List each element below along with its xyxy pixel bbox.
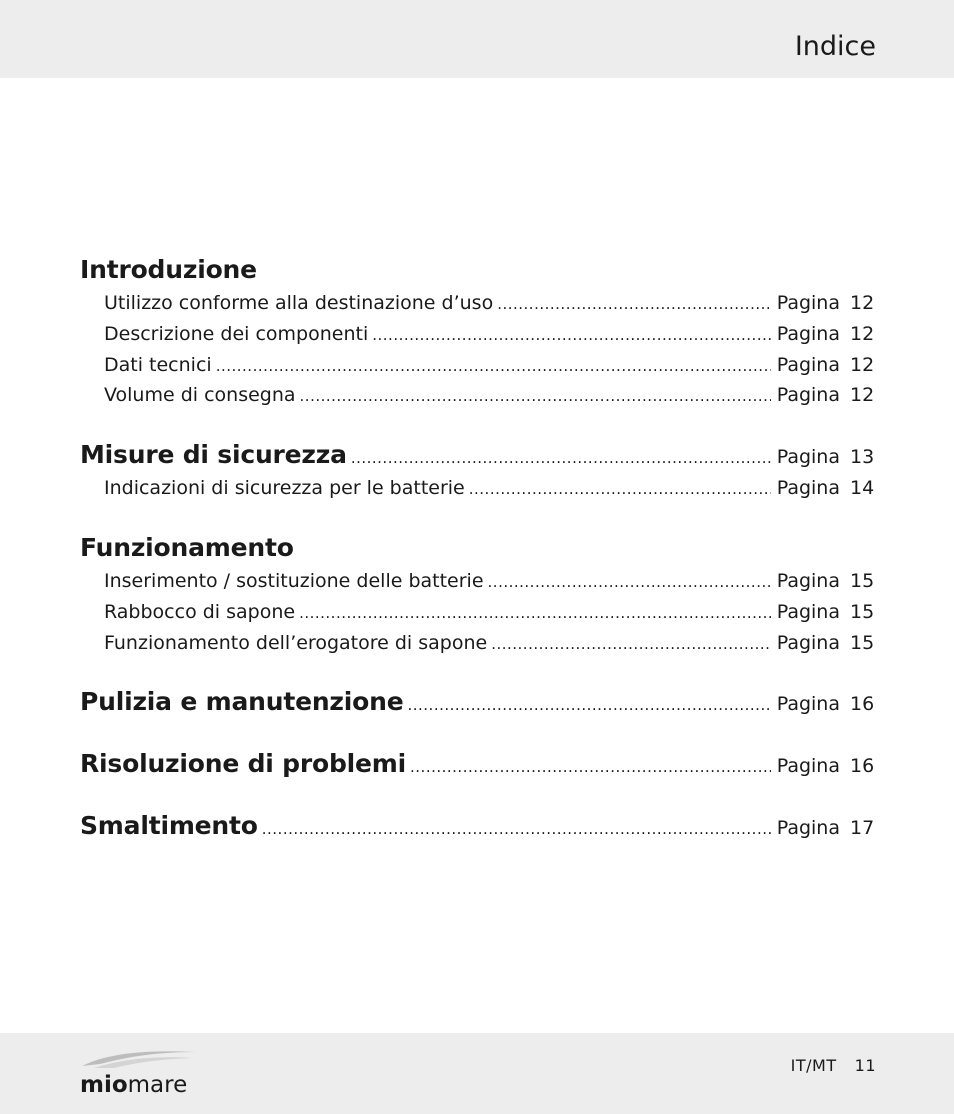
toc-section-funzionamento [80, 530, 874, 658]
miomare-logo [80, 1046, 200, 1098]
toc-leader-dots [300, 381, 771, 412]
toc-page-word: Pagina [776, 446, 840, 469]
toc-leader-dots [491, 629, 771, 660]
toc-page-number: 12 [850, 353, 875, 376]
toc-entry-label: Volume di consegna [104, 384, 296, 407]
svg-text:miomare [80, 1072, 187, 1098]
toc-leader-dots [407, 687, 770, 723]
toc-heading-label: Funzionamento [80, 532, 294, 562]
toc-leader-dots [497, 289, 771, 320]
toc-entry[interactable] [80, 350, 874, 381]
toc-entry-label: Inserimento / sostituzione delle batterie [104, 569, 484, 592]
toc-page-word: Pagina [776, 322, 840, 345]
toc-page-word: Pagina [776, 569, 840, 592]
toc-leader-dots [488, 567, 771, 598]
logo-text-mio: mio [80, 1072, 128, 1098]
toc-entry-label: Descrizione dei componenti [104, 322, 369, 345]
toc-section-pulizia-e-manutenzione [80, 684, 874, 720]
toc-heading-row[interactable] [80, 530, 874, 566]
toc-page-number: 12 [850, 384, 875, 407]
toc-leader-dots [216, 351, 771, 382]
toc-page-number: 15 [850, 600, 875, 623]
toc-section-smaltimento [80, 808, 874, 844]
toc-leader-dots [299, 598, 771, 629]
toc-section-introduzione [80, 252, 874, 411]
toc-leader-dots [262, 811, 771, 847]
toc-page-word: Pagina [776, 292, 840, 314]
section-spacer [80, 411, 874, 437]
toc-entry[interactable] [80, 566, 874, 597]
section-spacer [80, 658, 874, 684]
toc-leader-dots [351, 440, 771, 476]
toc-heading-label: Introduzione [80, 255, 257, 284]
language-code: IT/MT [790, 1056, 837, 1075]
toc-page-number: 12 [850, 292, 875, 314]
toc-page-word: Pagina [776, 631, 840, 654]
toc-leader-dots [469, 474, 771, 505]
toc-page-number: 13 [850, 446, 875, 469]
logo-wave-icon [82, 1051, 196, 1066]
toc-heading-row[interactable] [80, 808, 874, 844]
section-spacer [80, 504, 874, 530]
toc-entry[interactable] [80, 628, 874, 659]
toc-page-number: 16 [850, 755, 875, 778]
toc-heading-row[interactable] [80, 746, 874, 782]
toc-page-word: Pagina [776, 477, 840, 500]
toc-page-number: 15 [850, 631, 875, 654]
toc-entry-label: Funzionamento dell’erogatore di sapone [104, 631, 488, 654]
toc-page-number: 16 [850, 693, 875, 716]
page-number: 11 [854, 1056, 876, 1075]
section-spacer [80, 782, 874, 808]
page-title: Indice [794, 31, 876, 62]
toc-page-number: 17 [850, 817, 875, 840]
toc-entry[interactable] [80, 597, 874, 628]
toc-heading-label: Smaltimento [80, 811, 258, 841]
section-spacer [80, 720, 874, 746]
toc-entry-label: Utilizzo conforme alla destinazione d’uso [104, 292, 494, 314]
toc-page-number: 15 [850, 569, 875, 592]
toc-page-word: Pagina [776, 353, 840, 376]
toc-heading-label: Risoluzione di problemi [80, 749, 407, 779]
toc-entry-label: Indicazioni di sicurezza per le batterie [104, 477, 465, 500]
toc-heading-row[interactable] [80, 437, 874, 473]
toc-entry-label: Rabbocco di sapone [104, 600, 296, 623]
toc-heading-label: Misure di sicurezza [80, 440, 347, 470]
toc-entry-label: Dati tecnici [104, 353, 212, 376]
toc-heading-row[interactable] [80, 684, 874, 720]
toc-entry[interactable] [80, 319, 874, 350]
logo-text-mare: mare [127, 1072, 188, 1098]
toc-page-word: Pagina [776, 693, 840, 716]
toc-page-number: 14 [850, 477, 875, 500]
toc-page-word: Pagina [776, 384, 840, 407]
toc-heading-row[interactable] [80, 252, 874, 288]
table-of-contents [80, 252, 874, 844]
toc-leader-dots [410, 749, 771, 785]
toc-entry[interactable] [80, 473, 874, 504]
footer-page-info [791, 1056, 876, 1075]
toc-page-word: Pagina [776, 600, 840, 623]
toc-heading-label: Pulizia e manutenzione [80, 687, 404, 717]
toc-entry[interactable] [80, 380, 874, 411]
toc-page-number: 12 [850, 322, 875, 345]
toc-leader-dots [372, 320, 770, 351]
toc-section-risoluzione-di-problemi [80, 746, 874, 782]
toc-section-misure-di-sicurezza [80, 437, 874, 504]
toc-page-word: Pagina [776, 755, 840, 778]
toc-page-word: Pagina [776, 817, 840, 840]
toc-entry[interactable] [80, 288, 874, 319]
